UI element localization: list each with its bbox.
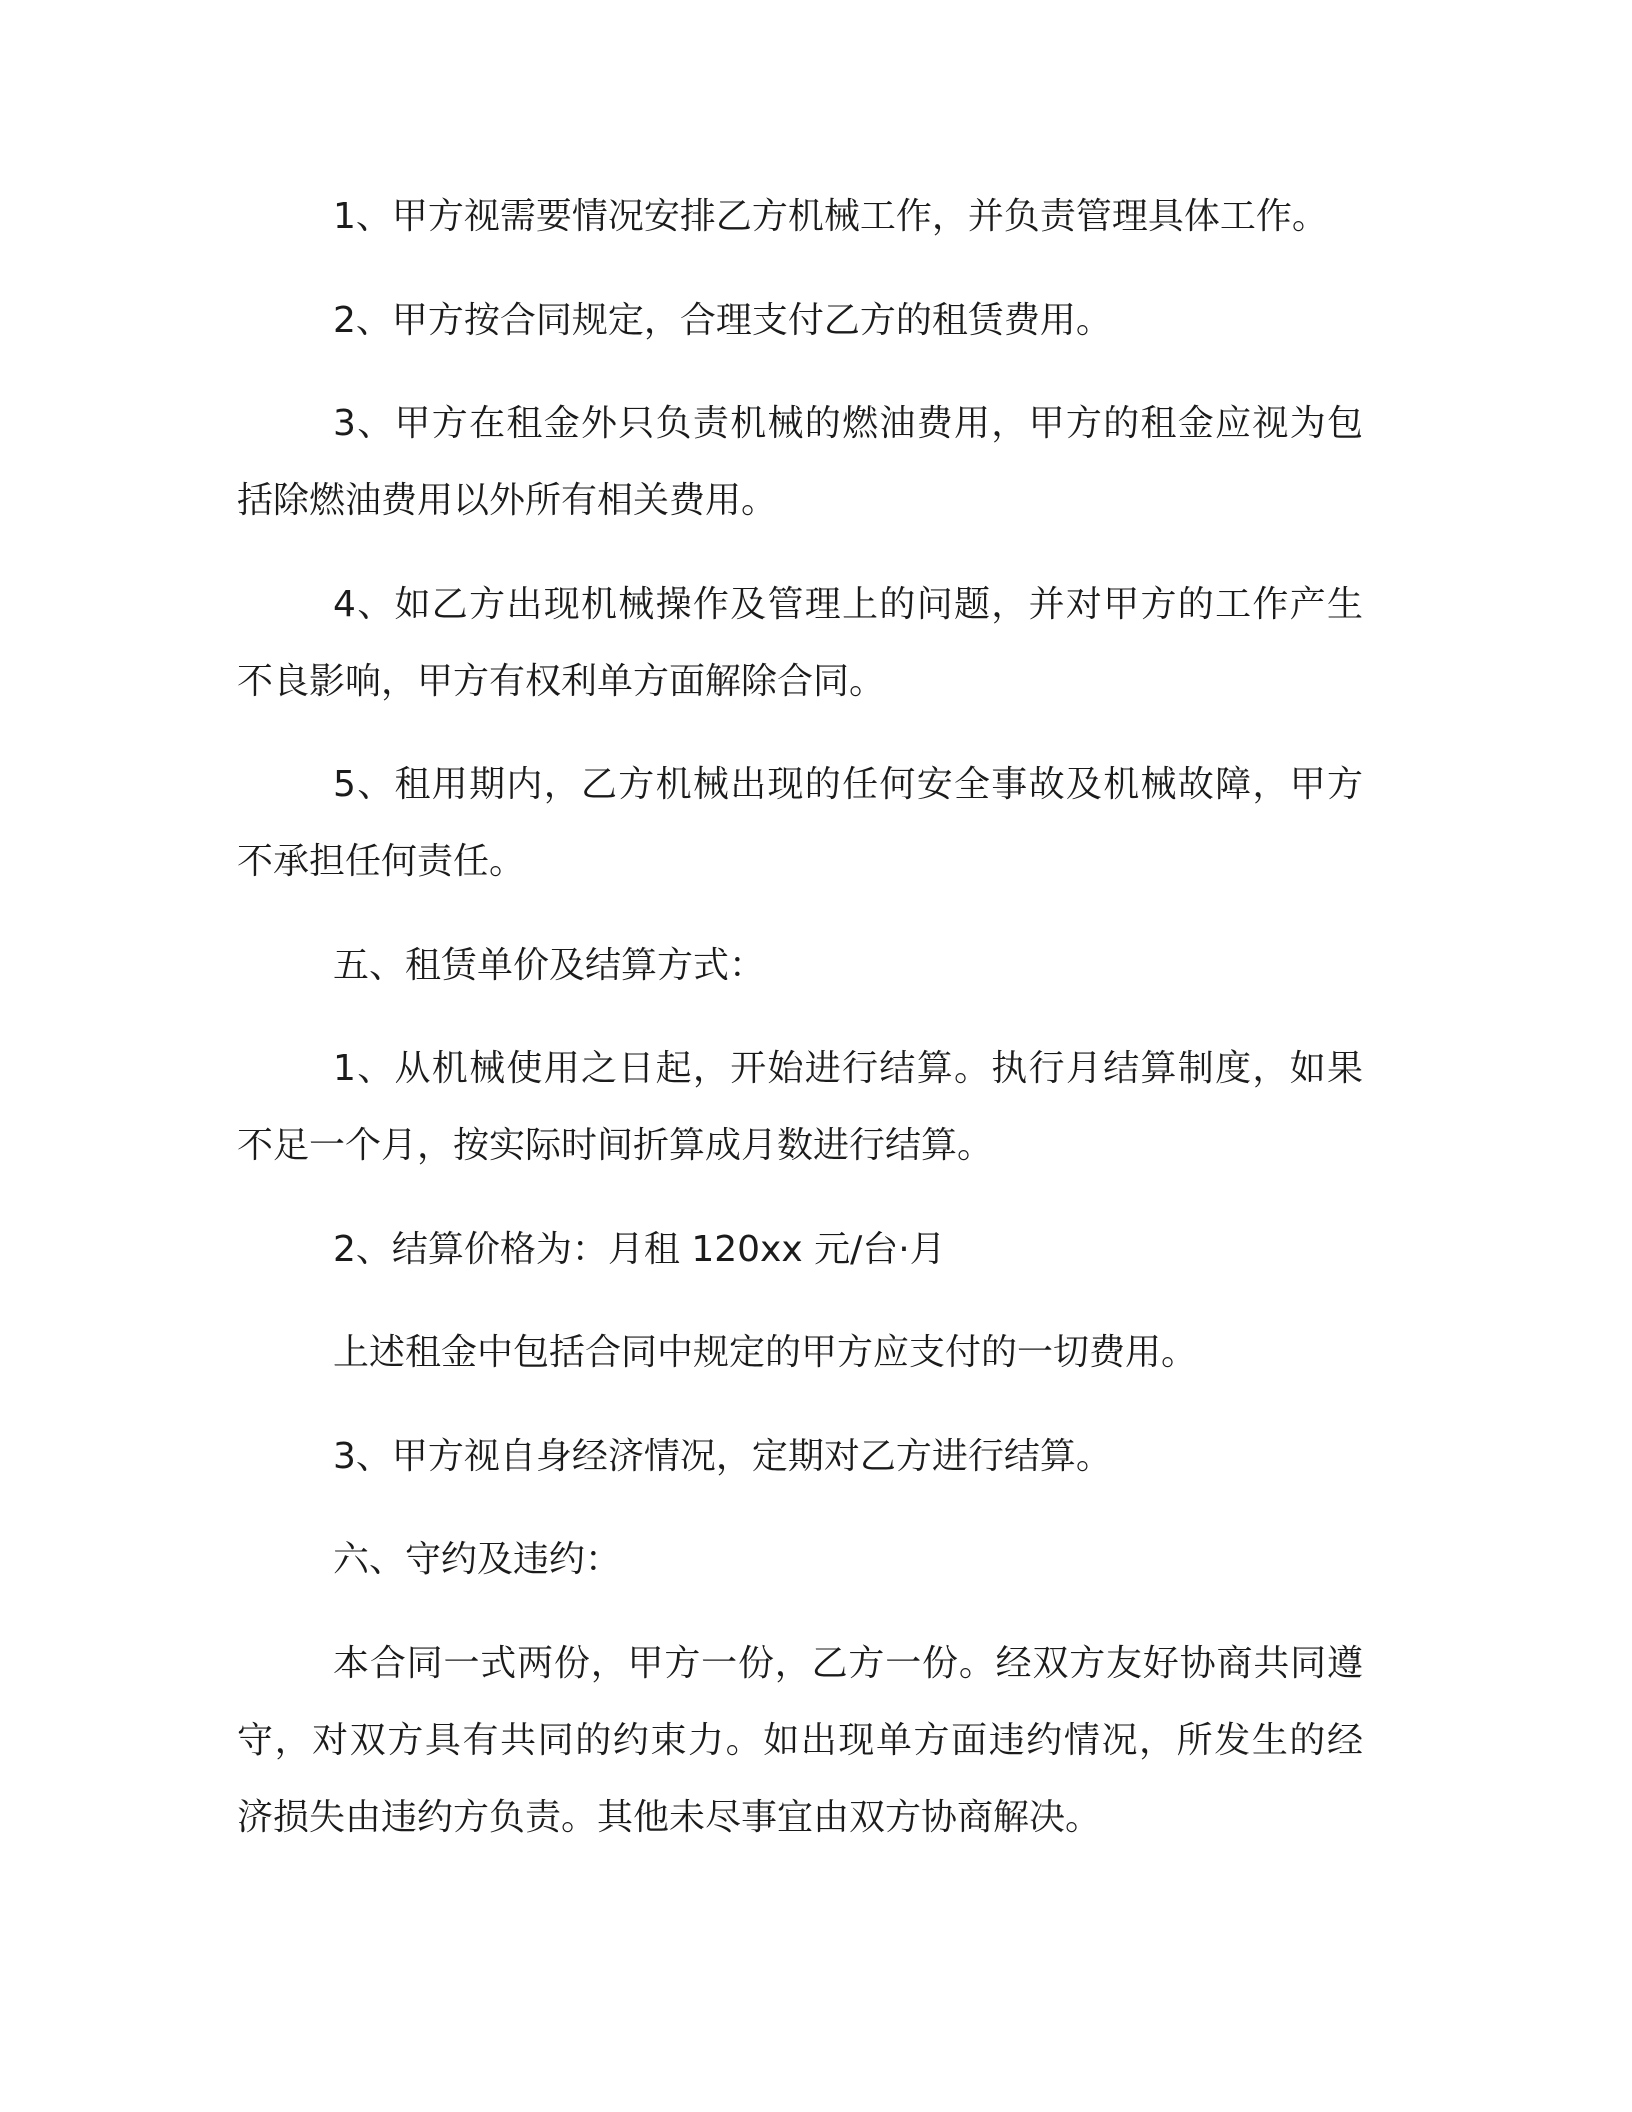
section-heading-pricing [237,927,1363,1004]
paragraph-line: 4、如乙方出现机械操作及管理上的问题，并对甲方的工作产生 [333,583,1363,625]
clause-settlement-price [237,1211,1363,1288]
paragraph-line: 本合同一式两份，甲方一份，乙方一份。经双方友好协商共同遵 [333,1642,1363,1684]
paragraph-line: 守，对双方具有共同的约束力。如出现单方面违约情况，所发生的经 [237,1719,1363,1761]
document-body [237,178,1363,1882]
clause-rent-includes [237,1314,1363,1391]
paragraph-line: 2、结算价格为：月租 120xx 元/台·月 [333,1228,946,1270]
section-heading-compliance [237,1521,1363,1598]
paragraph-line: 不良影响，甲方有权利单方面解除合同。 [237,660,886,702]
paragraph-line: 3、甲方在租金外只负责机械的燃油费用，甲方的租金应视为包 [333,403,1363,444]
paragraph-line: 5、租用期内，乙方机械出现的任何安全事故及机械故障，甲方 [333,764,1363,805]
clause-liability [237,746,1363,900]
paragraph-line: 括除燃油费用以外所有相关费用。 [237,480,778,521]
clause-party-a-pay-rent [237,282,1363,359]
paragraph-line: 3、甲方视自身经济情况，定期对乙方进行结算。 [333,1435,1112,1477]
clause-party-a-arrange-work [237,178,1363,255]
section-heading: 五、租赁单价及结算方式： [333,944,766,986]
clause-termination-right [237,566,1363,720]
paragraph-line: 1、从机械使用之日起，开始进行结算。执行月结算制度，如果 [333,1048,1363,1089]
clause-periodic-settlement [237,1418,1363,1495]
clause-contract-copies [237,1625,1363,1856]
clause-fuel-costs [237,385,1363,539]
paragraph-line: 不足一个月，按实际时间折算成月数进行结算。 [237,1125,994,1166]
paragraph-line: 上述租金中包括合同中规定的甲方应支付的一切费用。 [333,1332,1198,1373]
paragraph-line: 1、甲方视需要情况安排乙方机械工作，并负责管理具体工作。 [333,196,1328,237]
section-heading: 六、守约及违约： [333,1539,622,1580]
paragraph-line: 2、甲方按合同规定，合理支付乙方的租赁费用。 [333,299,1112,341]
paragraph-line: 不承担任何责任。 [237,841,526,882]
paragraph-line: 济损失由违约方负责。其他未尽事宜由双方协商解决。 [237,1796,1102,1838]
clause-settlement-start [237,1030,1363,1184]
